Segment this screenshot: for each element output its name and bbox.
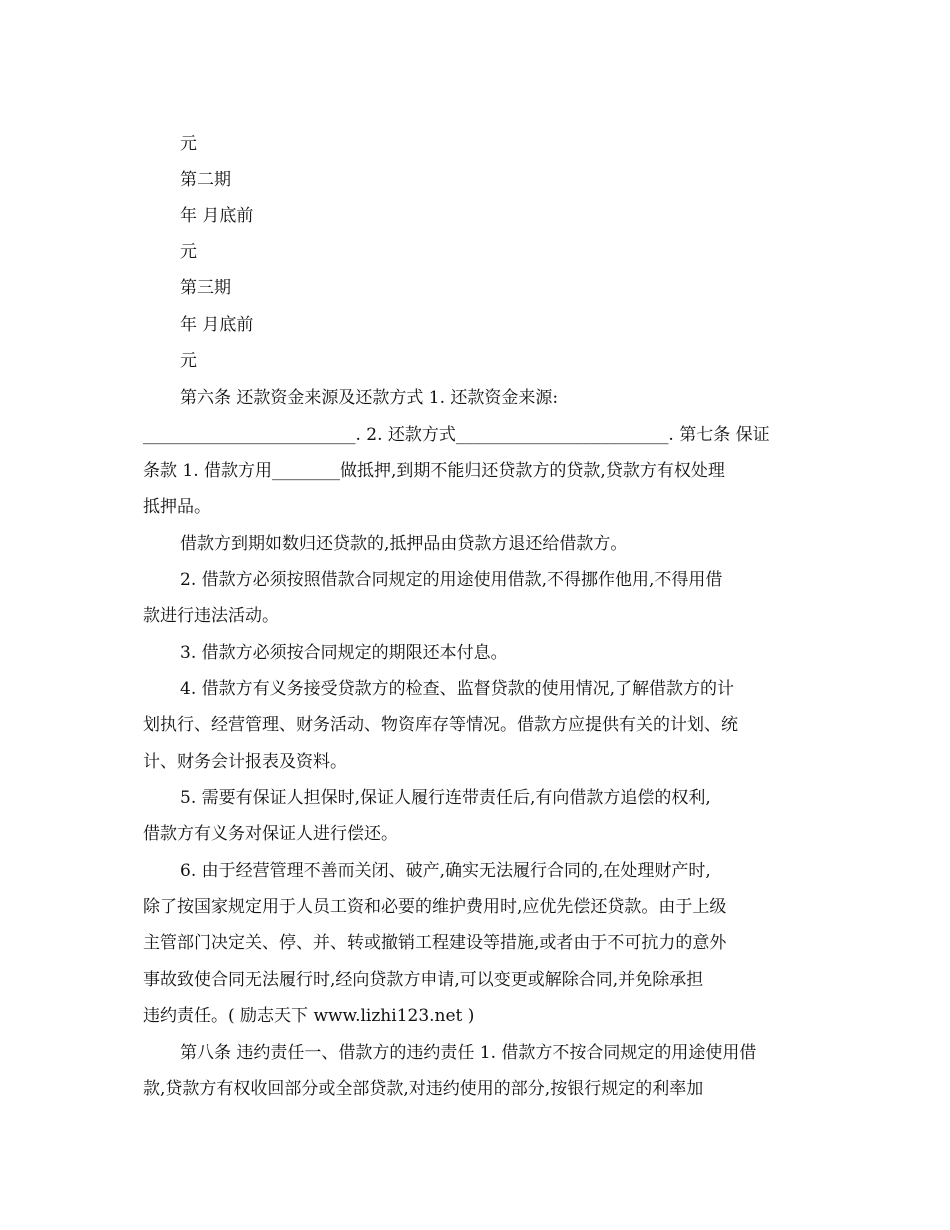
text-line: 2. 借款方必须按照借款合同规定的用途使用借款,不得挪作他用,不得用借	[180, 570, 723, 590]
text-line: _________________________. 2. 还款方式_________________________. 第七条 保证	[143, 425, 770, 445]
text-line: 3. 借款方必须按合同规定的期限还本付息。	[180, 643, 508, 663]
text-line: 第八条 违约责任一、借款方的违约责任 1. 借款方不按合同规定的用途使用借	[180, 1043, 757, 1063]
text-line: 违约责任。( 励志天下 www.lizhi123.net )	[143, 1006, 475, 1026]
text-line: 计、财务会计报表及资料。	[143, 752, 347, 772]
text-line: 划执行、经营管理、财务活动、物资库存等情况。借款方应提供有关的计划、统	[143, 715, 738, 735]
text-line: 事故致使合同无法履行时,经向贷款方申请,可以变更或解除合同,并免除承担	[143, 970, 704, 990]
text-line: 款,贷款方有权收回部分或全部贷款,对违约使用的部分,按银行规定的利率加	[143, 1079, 704, 1099]
text-line: 元	[180, 134, 197, 154]
text-line: 抵押品。	[143, 497, 211, 517]
text-line: 借款方到期如数归还贷款的,抵押品由贷款方退还给借款方。	[180, 534, 628, 554]
text-line: 除了按国家规定用于人员工资和必要的维护费用时,应优先偿还贷款。由于上级	[143, 897, 727, 917]
text-line: 年 月底前	[180, 206, 254, 226]
text-line: 4. 借款方有义务接受贷款方的检查、监督贷款的使用情况,了解借款方的计	[180, 679, 735, 699]
text-line: 条款 1. 借款方用________做抵押,到期不能归还贷款方的贷款,贷款方有权处理	[143, 461, 725, 481]
text-line: 借款方有义务对保证人进行偿还。	[143, 824, 398, 844]
text-line: 第六条 还款资金来源及还款方式 1. 还款资金来源:	[180, 388, 559, 408]
text-line: 款进行违法活动。	[143, 606, 279, 626]
text-line: 元	[180, 242, 197, 262]
text-line: 6. 由于经营管理不善而关闭、破产,确实无法履行合同的,在处理财产时,	[180, 861, 711, 881]
text-line: 第二期	[180, 170, 231, 190]
text-line: 5. 需要有保证人担保时,保证人履行连带责任后,有向借款方追偿的权利,	[180, 788, 711, 808]
text-line: 主管部门决定关、停、并、转或撤销工程建设等措施,或者由于不可抗力的意外	[143, 933, 727, 953]
text-line: 元	[180, 351, 197, 371]
text-line: 年 月底前	[180, 315, 254, 335]
text-line: 第三期	[180, 278, 231, 298]
